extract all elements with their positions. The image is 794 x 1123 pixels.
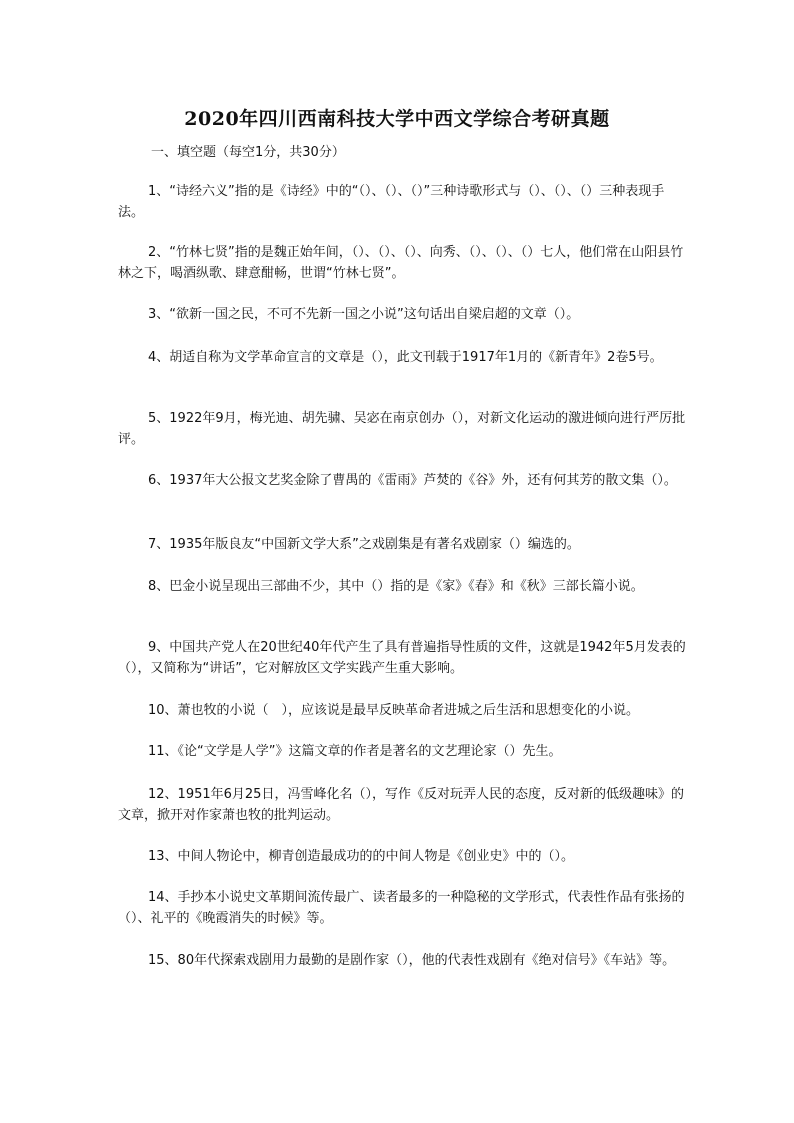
question-8: 8、巴金小说呈现出三部曲不少，其中（）指的是《家》《春》和《秋》三部长篇小说。 xyxy=(148,579,644,594)
question-14: 14、手抄本小说史文革期间流传最广、读者最多的一种隐秘的文学形式，代表性作品有张扬的（）、礼平的《晚霞消失的时候》等。 xyxy=(118,890,685,926)
section-heading: 一、填空题（每空1分，共30分） xyxy=(151,145,345,160)
question-11: 11、《论“文学是人学”》这篇文章的作者是著名的文艺理论家（）先生。 xyxy=(148,744,562,759)
question-5: 5、1922年9月，梅光迪、胡先骕、吴宓在南京创办（），对新文化运动的激进倾向进行严厉批评。 xyxy=(118,411,686,447)
question-4: 4、胡适自称为文学革命宣言的文章是（），此文刊载于1917年1月的《新青年》2卷5号。 xyxy=(148,350,663,365)
question-3: 3、“欲新一国之民，不可不先新一国之小说”这句话出自梁启超的文章（）。 xyxy=(148,307,580,322)
question-9: 9、中国共产党人在20世纪40年代产生了具有普遍指导性质的文件，这就是1942年5月发表的（），又简称为“讲话”，它对解放区文学实践产生重大影响。 xyxy=(118,640,686,676)
question-12: 12、1951年6月25日，冯雪峰化名（），写作《反对玩弄人民的态度，反对新的低级趣味》的文章，掀开对作家萧也牧的批判运动。 xyxy=(118,787,684,823)
question-6: 6、1937年大公报文艺奖金除了曹禺的《雷雨》芦焚的《谷》外，还有何其芳的散文集（）。 xyxy=(148,473,677,488)
question-10: 10、萧也牧的小说（ ），应该说是最早反映革命者进城之后生活和思想变化的小说。 xyxy=(148,703,640,718)
document-title: 2020年四川西南科技大学中西文学综合考研真题 xyxy=(184,108,610,130)
question-2: 2、“竹林七贤”指的是魏正始年间，（）、（）、（）、向秀、（）、（）、（）七人，他们常在山阳县竹林之下，喝酒纵歌、肆意酣畅，世谓“竹林七贤”。 xyxy=(118,245,684,281)
question-15: 15、80年代探索戏剧用力最勤的是剧作家（），他的代表性戏剧有《绝对信号》《车站》等。 xyxy=(148,953,676,968)
question-1: 1、“诗经六义”指的是《诗经》中的“（）、（）、（）”三种诗歌形式与（）、（）、（）三种表现手法。 xyxy=(118,184,665,220)
question-13: 13、中间人物论中，柳青创造最成功的的中间人物是《创业史》中的（）。 xyxy=(148,849,575,864)
question-7: 7、1935年版良友“中国新文学大系”之戏剧集是有著名戏剧家（）编选的。 xyxy=(148,537,580,552)
